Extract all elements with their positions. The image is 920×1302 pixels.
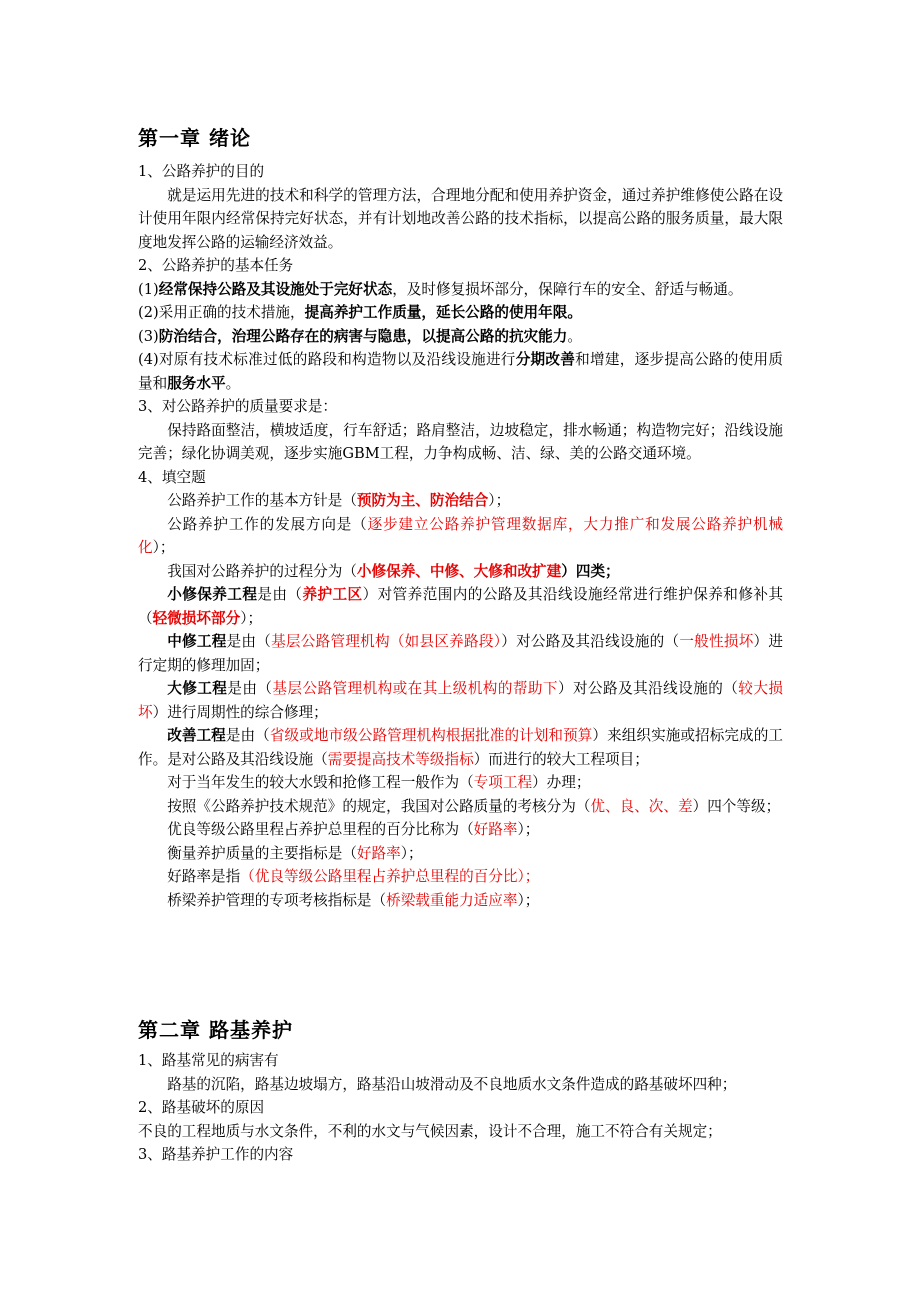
text-run: 我国对公路养护的过程分为（ [167, 562, 357, 580]
fill-in-item-3 [138, 560, 783, 584]
text-run: ）进行定期的修理加固； [138, 633, 783, 674]
text-run: ）； [488, 492, 511, 509]
text-run: 好路率是指 [167, 868, 241, 885]
answer-text: 优、良、次、差 [590, 797, 693, 815]
section-heading: 2、公路养护的基本任务 [138, 257, 294, 274]
fill-in-item-5 [138, 630, 783, 677]
bold-text: 防治结合，治理公路存在的病害与隐患，以提高公路的抗灾能力 [158, 327, 568, 345]
task-item-1 [138, 278, 783, 302]
term-text: 中修工程 [167, 633, 227, 650]
section-heading: 3、路基养护工作的内容 [138, 1146, 294, 1163]
bold-text: 提高养护工作质量，延长公路的使用年限。 [304, 304, 582, 321]
text-run: 是由（ [226, 633, 272, 650]
text-run: (4)对原有技术标准过低的路段和构造物以及沿线设施进行 [138, 351, 516, 368]
bold-text: 分期改善 [515, 351, 576, 368]
fill-in-item-13 [138, 889, 783, 913]
answer-text: 好路率 [473, 821, 518, 838]
text-run: ）； [517, 821, 540, 838]
text-run: (3) [138, 327, 159, 345]
chapter-2-title: 第二章 路基养护 [138, 1018, 293, 1042]
text-run: ）； [400, 844, 423, 862]
answer-text: 较大损坏 [138, 680, 783, 721]
text-run: 。 [567, 327, 582, 345]
text-run: 和增建，逐步提高公路的使用质量和 [138, 351, 783, 392]
text-run: ）来组织实施或招标完成的工作。是对公路及其沿线设施（ [138, 727, 783, 768]
answer-text: 一般性损坏 [679, 633, 754, 650]
fill-in-item-7 [138, 724, 783, 771]
text-run: 公路养护工作的发展方向是（ [167, 515, 368, 533]
answer-text: 基层公路管理机构（如县区养路段） [271, 633, 502, 650]
answer-text: 专项工程 [473, 774, 533, 791]
fill-in-item-2 [138, 513, 783, 560]
text-run: ）； [240, 609, 263, 627]
paragraph: 就是运用先进的技术和科学的管理方法，合理地分配和使用养护资金，通过养护维修使公路在设计使用年限内经常保持完好状态，并有计划地改善公路的技术指标，以提高公路的服务质量，最大限度地发挥公路的运输经济效益。 [138, 186, 783, 251]
paragraph: 不良的工程地质与水文条件，不利的水文与气候因素，设计不合理，施工不符合有关规定； [138, 1122, 722, 1140]
text-run: ）； [517, 891, 540, 909]
text-run: (2)采用正确的技术措施， [138, 304, 305, 321]
text-run: 是由（ [257, 586, 303, 603]
answer-text: 轻微损坏部分 [152, 609, 241, 627]
text-run: 是由（ [225, 727, 270, 744]
text-run: 。 [225, 374, 241, 392]
section-heading: 1、路基常见的病害有 [138, 1052, 279, 1069]
chapter-2-body [138, 1049, 736, 1167]
text-run: ）对管养范围内的公路及其沿线设施经常进行维护保养和修补其（ [138, 586, 783, 627]
fill-in-item-10 [138, 818, 783, 842]
answer-text: 省级或地市级公路管理机构根据批准的计划和预算 [269, 727, 593, 744]
fill-in-item-6 [138, 677, 783, 724]
paragraph: 路基的沉陷，路基边坡塌方，路基沿山坡滑动及不良地质水文条件造成的路基破坏四种； [167, 1075, 737, 1093]
text-run: ）办理； [532, 774, 591, 791]
answer-text: 养护工区 [302, 586, 363, 603]
section-heading: 3、对公路养护的质量要求是： [138, 398, 338, 415]
task-item-4 [138, 348, 783, 395]
text-run: ）对公路及其沿线设施的（ [557, 680, 739, 697]
text-run: ）四个等级； [692, 797, 781, 815]
chapter-1-body [138, 160, 783, 912]
bold-text: 服务水平 [167, 374, 226, 392]
fill-in-item-12 [138, 865, 783, 889]
answer-text: 需要提高技术等级指标 [327, 750, 474, 768]
fill-in-item-11 [138, 842, 783, 866]
section-heading: 1、公路养护的目的 [138, 163, 265, 180]
text-run: ）而进行的较大工程项目； [473, 750, 649, 768]
answer-text: （优良等级公路里程占养护总里程的百分比）； [240, 868, 540, 885]
answer-text: 基层公路管理机构或在其上级机构的帮助下 [272, 680, 558, 697]
text-run: 按照《公路养护技术规范》的规定，我国对公路质量的考核分为（ [167, 797, 591, 815]
bold-text: 经常保持公路及其设施处于完好状态 [158, 280, 393, 298]
term-text: 小修保养工程 [167, 586, 258, 603]
section-heading: 2、路基破坏的原因 [138, 1099, 265, 1116]
paragraph: 保持路面整洁，横坡适度，行车舒适；路肩整洁，边坡稳定，排水畅通；构造物完好；沿线设施完善；绿化协调美观，逐步实施GBM工程，力争构成畅、洁、绿、美的公路交通环境。 [138, 421, 783, 462]
answer-text: 好路率 [356, 844, 401, 862]
term-text: 大修工程 [167, 680, 228, 697]
fill-in-item-4 [138, 583, 783, 630]
text-run: 对于当年发生的较大水毁和抢修工程一般作为（ [167, 774, 474, 791]
text-run: ）； [152, 539, 175, 556]
fill-in-item-8 [138, 771, 783, 795]
fill-in-item-9 [138, 795, 783, 819]
text-run: 桥梁养护管理的专项考核指标是（ [167, 891, 387, 909]
text-run: 优良等级公路里程占养护总里程的百分比称为（ [167, 821, 474, 838]
text-run: ，及时修复损坏部分，保障行车的安全、舒适与畅通。 [392, 280, 743, 298]
text-run: ）进行周期性的综合修理； [152, 703, 328, 721]
text-run: ）对公路及其沿线设施的（ [501, 633, 680, 650]
answer-text: 逐步建立公路养护管理数据库，大力推广和发展公路养护机械化 [138, 515, 783, 556]
answer-text: 桥梁载重能力适应率 [386, 891, 518, 909]
answer-text: 小修保养、中修、大修和改扩建 [356, 562, 562, 580]
text-run: 衡量养护质量的主要指标是（ [167, 844, 357, 862]
text-run: 是由（ [227, 680, 273, 697]
text-run: ）四类； [561, 562, 620, 580]
fill-in-item-1 [138, 489, 783, 513]
term-text: 改善工程 [167, 727, 226, 744]
answer-text: 预防为主、防治结合 [356, 492, 489, 509]
task-item-2 [138, 301, 783, 325]
text-run: 公路养护工作的基本方针是（ [167, 492, 357, 509]
section-heading: 4、填空题 [138, 468, 206, 486]
task-item-3 [138, 325, 783, 349]
text-run: (1) [138, 280, 159, 298]
chapter-1-title: 第一章 绪论 [138, 126, 251, 150]
